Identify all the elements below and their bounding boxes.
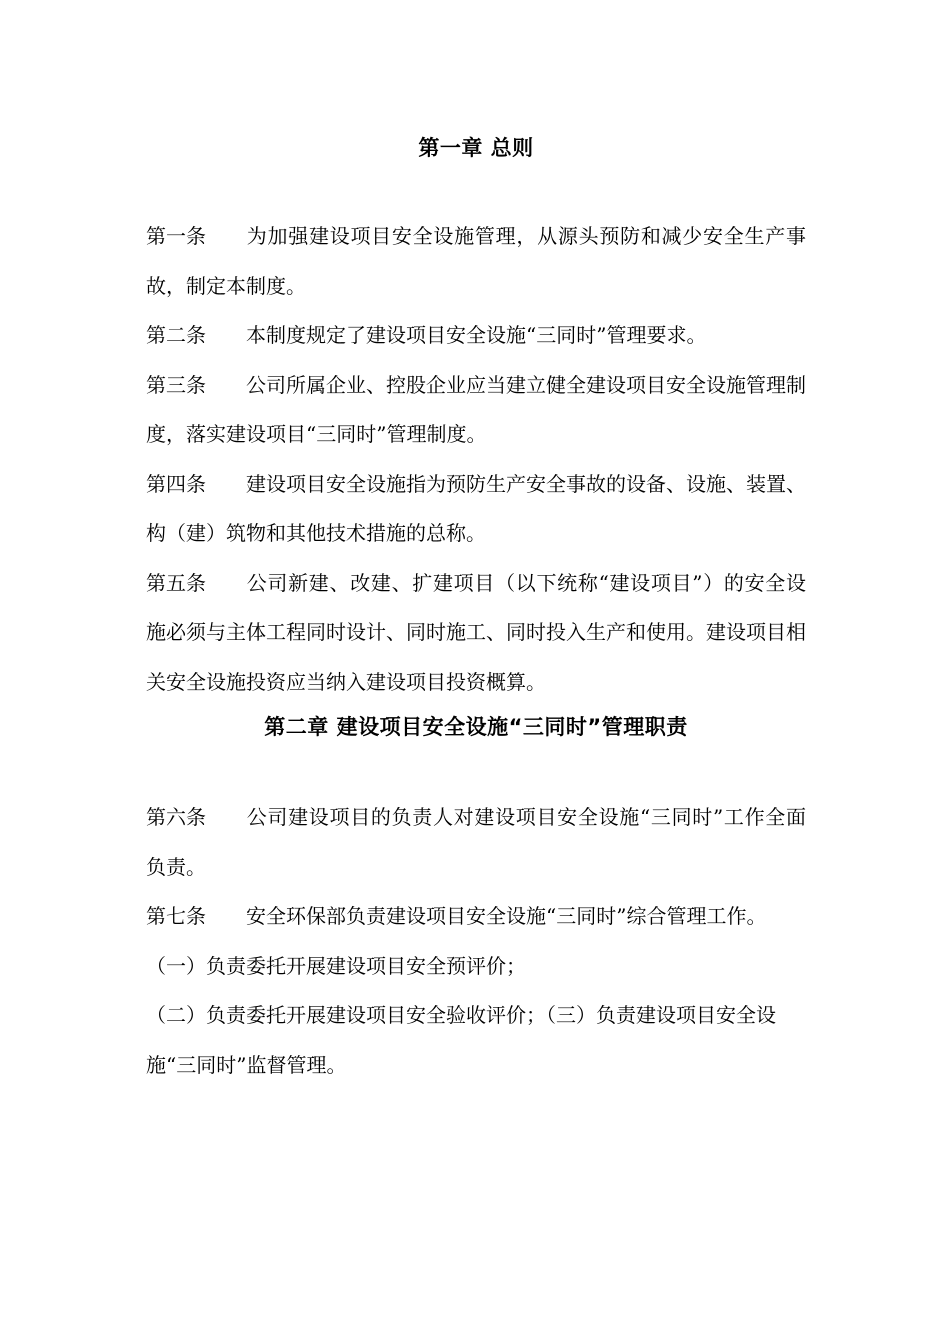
chapter-2-title: 第二章 建设项目安全设施“三同时”管理职责	[264, 715, 688, 739]
article-number: 第六条	[146, 805, 206, 829]
article-text: 公司建设项目的负责人对建设项目安全设施“三同时”工作全面负责。	[146, 805, 806, 879]
article-2	[146, 311, 806, 361]
article-5	[146, 559, 806, 708]
article-text: 为加强建设项目安全设施管理，从源头预防和减少安全生产事故，制定本制度。	[146, 224, 806, 298]
chapter-1-title: 第一章 总则	[418, 136, 534, 160]
article-3	[146, 361, 806, 460]
article-text: 本制度规定了建设项目安全设施“三同时”管理要求。	[246, 323, 707, 347]
article-text: 公司所属企业、控股企业应当建立健全建设项目安全设施管理制度，落实建设项目“三同时”管理制度。	[146, 372, 806, 446]
article-number: 第五条	[146, 570, 206, 595]
article-6	[146, 793, 806, 892]
article-number: 第二条	[146, 323, 206, 347]
article-text: 公司新建、改建、扩建项目（以下统称“建设项目”）的安全设施必须与主体工程同时设计、同时施工、同时投入生产和使用。建设项目相关安全设施投资应当纳入建设项目投资概算。	[146, 570, 806, 694]
article-text: 安全环保部负责建设项目安全设施“三同时”综合管理工作。	[246, 904, 767, 928]
article-number: 第七条	[146, 904, 206, 928]
article-7	[146, 892, 806, 942]
document-body	[146, 128, 806, 1090]
article-number: 第三条	[146, 372, 206, 397]
article-4	[146, 460, 806, 559]
article-number: 第四条	[146, 471, 206, 496]
article-number: 第一条	[146, 224, 206, 248]
article-text: 建设项目安全设施指为预防生产安全事故的设备、设施、装置、构（建）筑物和其他技术措施的总称。	[146, 471, 806, 545]
list-item: （二）负责委托开展建设项目安全验收评价；（三）负责建设项目安全设施“三同时”监督管理。	[146, 1003, 776, 1077]
list-item: （一）负责委托开展建设项目安全预评价；	[146, 953, 526, 978]
article-1	[146, 212, 806, 311]
